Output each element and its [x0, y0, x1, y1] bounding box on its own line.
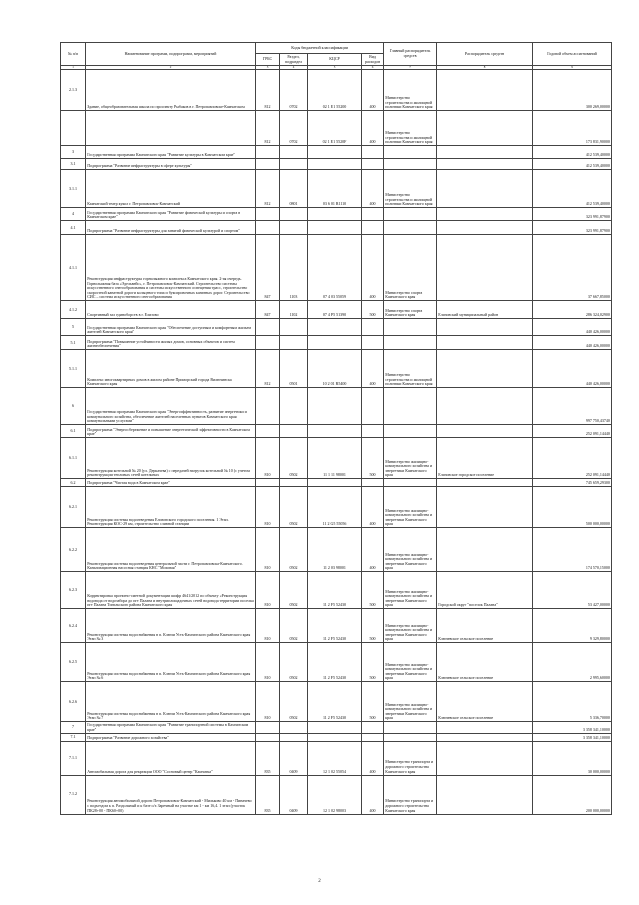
cell-grbs	[256, 208, 280, 221]
cell-name: Подпрограмма "Чистая вода в Камчатском крае"	[86, 479, 256, 487]
table-row	[61, 221, 612, 235]
table-row	[61, 159, 612, 170]
cell-admin: Городской округ "поселок Палана"	[437, 572, 533, 609]
cell-admin	[437, 319, 533, 336]
cell-main	[384, 221, 437, 235]
cell-name: Корректировка проектно-сметной документации шифр 4641/2012 по объекту «Реконструкция водовода от водозабора до пгт Палана и внутриплощадочных сетей водовода территории поселка пгт Палана Тигильского района Камчатского края	[86, 572, 256, 609]
cell-vr: 500	[362, 438, 384, 479]
cell-vr: 500	[362, 301, 384, 319]
cell-num: 6.2.1	[61, 487, 86, 528]
table-row	[61, 235, 612, 301]
cell-csr: 11 2 F5 52430	[308, 643, 362, 682]
cell-name: Реконструкция системы водоснабжения в п. Ключи Усть-Камчатского района Камчатского края Этап № 6	[86, 643, 256, 682]
table-row	[61, 487, 612, 528]
cell-total: 440 426,00000	[533, 350, 612, 388]
cell-total: 200 000,00000	[533, 775, 612, 814]
cell-num: 4	[61, 208, 86, 221]
cell-grbs: 847	[256, 301, 280, 319]
cell-section	[280, 319, 308, 336]
cell-grbs: 810	[256, 609, 280, 643]
header-grbs: ГРБС	[256, 54, 280, 66]
cell-section: 0502	[280, 682, 308, 722]
table-row	[61, 722, 612, 733]
cell-admin	[437, 170, 533, 208]
cell-section	[280, 722, 308, 733]
cell-main: Министерство строительства и жилищной политики Камчатского края	[384, 111, 437, 146]
cell-num	[61, 111, 86, 146]
cell-csr: 11 2 03 98001	[308, 528, 362, 572]
cell-num: 2.1.3	[61, 70, 86, 111]
cell-total: 323 991,87900	[533, 208, 612, 221]
table-body	[61, 70, 612, 814]
cell-section: 0409	[280, 775, 308, 814]
cell-name: Реконструкция системы водоотведения центральной части г. Петропавловска-Камчатского. Канализационная насосная станция КНС "Моховая"	[86, 528, 256, 572]
cell-name: Здание, общеобразовательная школа по проспекту Рыбаков в г. Петропавловске-Камчатском	[86, 70, 256, 111]
cell-main: Министерство транспорта и дорожного строительства Камчатского края	[384, 775, 437, 814]
table-row	[61, 775, 612, 814]
cell-main	[384, 336, 437, 350]
cell-total: 412 539,40000	[533, 146, 612, 159]
cell-total: 997 750,43740	[533, 388, 612, 425]
table-row	[61, 111, 612, 146]
table-row	[61, 146, 612, 159]
cell-admin	[437, 733, 533, 741]
cell-main	[384, 146, 437, 159]
cell-total: 173 831,90000	[533, 111, 612, 146]
cell-csr	[308, 208, 362, 221]
cell-name: Государственная программа Камчатского края "Развитие физической культуры и спорта в Камчатском крае"	[86, 208, 256, 221]
cell-vr	[362, 733, 384, 741]
cell-total: 37 667,85000	[533, 235, 612, 301]
cell-section: 0409	[280, 741, 308, 775]
header-name: Наименование программ, подпрограмм, мероприятий	[86, 43, 256, 66]
cell-section: 1103	[280, 235, 308, 301]
cell-main: Министерство строительства и жилищной политики Камчатского края	[384, 70, 437, 111]
cell-main: Министерство жилищно-коммунального хозяйства и энергетики Камчатского края	[384, 609, 437, 643]
cell-section	[280, 208, 308, 221]
cell-total: 3 358 341,10000	[533, 722, 612, 733]
index-cell: 2	[86, 66, 256, 70]
cell-csr: 11 2 G5 55056	[308, 487, 362, 528]
index-cell: 3	[256, 66, 280, 70]
cell-admin: Ключевское сельское поселение	[437, 682, 533, 722]
header-main-admin: Главный распорядитель средств	[384, 43, 437, 66]
cell-grbs: 812	[256, 70, 280, 111]
cell-vr: 500	[362, 572, 384, 609]
cell-vr: 500	[362, 643, 384, 682]
cell-name: Государственная программа Камчатского края "Энергоэффективность, развитие энергетики и коммунального хозяйства, обеспечение жителей населенных пунктов Камчатского края коммунальными услугами"	[86, 388, 256, 425]
cell-main	[384, 425, 437, 438]
cell-admin	[437, 159, 533, 170]
cell-grbs: 835	[256, 741, 280, 775]
cell-admin	[437, 479, 533, 487]
cell-csr: 12 1 02 55054	[308, 741, 362, 775]
cell-vr: 400	[362, 775, 384, 814]
cell-section: 0502	[280, 572, 308, 609]
cell-admin: Елизовское городское поселение	[437, 438, 533, 479]
cell-name: Подпрограмма "Развитие дорожного хозяйства"	[86, 733, 256, 741]
header-vr: Вид расходов	[362, 54, 384, 66]
cell-vr: 400	[362, 170, 384, 208]
index-cell: 7	[384, 66, 437, 70]
cell-main	[384, 388, 437, 425]
cell-main	[384, 733, 437, 741]
cell-admin	[437, 487, 533, 528]
cell-total: 440 426,00000	[533, 319, 612, 336]
cell-total: 412 539,40000	[533, 170, 612, 208]
cell-vr	[362, 479, 384, 487]
cell-num: 4.1.1	[61, 235, 86, 301]
cell-csr: 07 4 Р5 51390	[308, 301, 362, 319]
cell-section: 1102	[280, 301, 308, 319]
cell-num: 7.1.1	[61, 741, 86, 775]
cell-num: 6.1	[61, 425, 86, 438]
cell-main: Министерство жилищно-коммунального хозяйства и энергетики Камчатского края	[384, 528, 437, 572]
table-row	[61, 208, 612, 221]
cell-vr: 400	[362, 487, 384, 528]
cell-main: Министерство строительства и жилищной политики Камчатского края	[384, 350, 437, 388]
cell-num: 6.2.5	[61, 643, 86, 682]
cell-main: Министерство жилищно-коммунального хозяйства и энергетики Камчатского края	[384, 438, 437, 479]
cell-grbs: 810	[256, 528, 280, 572]
cell-csr: 12 1 02 98003	[308, 775, 362, 814]
cell-section	[280, 425, 308, 438]
cell-vr	[362, 425, 384, 438]
cell-admin	[437, 221, 533, 235]
index-cell: 5	[308, 66, 362, 70]
cell-total: 30 000,00000	[533, 741, 612, 775]
cell-csr: 11 1 11 98001	[308, 438, 362, 479]
cell-vr: 500	[362, 682, 384, 722]
cell-name: Реконструкция системы водоснабжения в п. Ключи Усть-Камчатского района Камчатского края Этап № 7	[86, 682, 256, 722]
cell-main: Министерство строительства и жилищной политики Камчатского края	[384, 170, 437, 208]
cell-section	[280, 146, 308, 159]
cell-main	[384, 319, 437, 336]
cell-vr	[362, 146, 384, 159]
cell-admin	[437, 528, 533, 572]
cell-csr	[308, 388, 362, 425]
cell-csr: 02 1 Е1 55200	[308, 70, 362, 111]
cell-name: Автомобильная дорога для рекреации ООО "Сосновый центр "Камчатка"	[86, 741, 256, 775]
cell-admin	[437, 741, 533, 775]
table-row	[61, 70, 612, 111]
cell-vr	[362, 319, 384, 336]
cell-section: 0501	[280, 350, 308, 388]
cell-admin	[437, 425, 533, 438]
cell-name: Государственная программа Камчатского края "Развитие культуры в Камчатском крае"	[86, 146, 256, 159]
cell-grbs: 812	[256, 350, 280, 388]
cell-num: 6.2	[61, 479, 86, 487]
cell-total: 745 659,29300	[533, 479, 612, 487]
cell-num: 6	[61, 388, 86, 425]
cell-section	[280, 221, 308, 235]
cell-csr	[308, 722, 362, 733]
cell-name: Спортивный зал единоборств в г. Елизово	[86, 301, 256, 319]
cell-total: 3 358 341,10000	[533, 733, 612, 741]
header-section: Раздел, подраздел	[280, 54, 308, 66]
cell-main: Министерство спорта Камчатского края	[384, 235, 437, 301]
cell-main: Министерство жилищно-коммунального хозяйства и энергетики Камчатского края	[384, 643, 437, 682]
cell-section	[280, 159, 308, 170]
cell-num: 5	[61, 319, 86, 336]
cell-vr: 400	[362, 350, 384, 388]
cell-num: 6.2.2	[61, 528, 86, 572]
cell-main: Министерство жилищно-коммунального хозяйства и энергетики Камчатского края	[384, 682, 437, 722]
cell-grbs	[256, 722, 280, 733]
table-row	[61, 170, 612, 208]
cell-vr: 400	[362, 741, 384, 775]
table-row	[61, 301, 612, 319]
cell-csr	[308, 479, 362, 487]
table-row	[61, 609, 612, 643]
cell-num: 3	[61, 146, 86, 159]
cell-total: 252 091,14440	[533, 425, 612, 438]
cell-num: 4.1	[61, 221, 86, 235]
cell-section: 0801	[280, 170, 308, 208]
cell-name: Реконструкция системы водоснабжения в п. Ключи Усть-Камчатского района Камчатского края Этап № 3	[86, 609, 256, 643]
cell-section: 0502	[280, 487, 308, 528]
cell-grbs	[256, 146, 280, 159]
cell-grbs	[256, 336, 280, 350]
cell-admin	[437, 336, 533, 350]
index-cell: 9	[533, 66, 612, 70]
cell-total: 412 539,40000	[533, 159, 612, 170]
table-row	[61, 733, 612, 741]
table-row	[61, 643, 612, 682]
cell-section: 0502	[280, 438, 308, 479]
index-cell: 8	[437, 66, 533, 70]
table-row	[61, 350, 612, 388]
cell-vr	[362, 722, 384, 733]
cell-total: 300 269,00000	[533, 70, 612, 111]
cell-total: 5 336,70000	[533, 682, 612, 722]
cell-total: 500 000,00000	[533, 487, 612, 528]
header-admin: Распорядитель средств	[437, 43, 533, 66]
cell-admin	[437, 146, 533, 159]
cell-vr: 400	[362, 70, 384, 111]
cell-num: 6.2.3	[61, 572, 86, 609]
cell-csr	[308, 319, 362, 336]
cell-csr	[308, 425, 362, 438]
cell-name: Камчатский театр кукол г. Петропавловск-Камчатский	[86, 170, 256, 208]
cell-csr: 03 6 01 R1110	[308, 170, 362, 208]
cell-csr: 11 2 F5 52430	[308, 609, 362, 643]
cell-csr: 10 2 01 R5400	[308, 350, 362, 388]
table-row	[61, 528, 612, 572]
cell-grbs	[256, 159, 280, 170]
cell-main	[384, 479, 437, 487]
cell-vr: 400	[362, 235, 384, 301]
cell-name: Подпрограмма "Развитие инфраструктуры в сфере культуры"	[86, 159, 256, 170]
cell-total: 174 570,15000	[533, 528, 612, 572]
cell-vr	[362, 208, 384, 221]
cell-num: 7	[61, 722, 86, 733]
cell-csr	[308, 336, 362, 350]
cell-name: Подпрограмма "Энергосбережение и повышение энергетической эффективности в Камчатском крае"	[86, 425, 256, 438]
cell-csr	[308, 146, 362, 159]
cell-section: 0502	[280, 643, 308, 682]
cell-main: Министерство жилищно-коммунального хозяйства и энергетики Камчатского края	[384, 487, 437, 528]
cell-total: 252 091,14440	[533, 438, 612, 479]
cell-csr: 11 2 F5 52430	[308, 572, 362, 609]
cell-num: 6.2.4	[61, 609, 86, 643]
table-row	[61, 388, 612, 425]
cell-main: Министерство жилищно-коммунального хозяйства и энергетики Камчатского края	[384, 572, 437, 609]
cell-admin	[437, 235, 533, 301]
cell-main	[384, 159, 437, 170]
cell-name	[86, 111, 256, 146]
cell-csr: 02 1 Е1 5520F	[308, 111, 362, 146]
cell-grbs	[256, 479, 280, 487]
cell-csr	[308, 159, 362, 170]
table-row	[61, 572, 612, 609]
cell-total: 9 329,80000	[533, 609, 612, 643]
cell-num: 6.2.6	[61, 682, 86, 722]
table-row	[61, 425, 612, 438]
cell-name: Государственная программа Камчатского края "Обеспечение доступным и комфортным жильем жителей Камчатского края"	[86, 319, 256, 336]
cell-vr: 400	[362, 111, 384, 146]
cell-section: 0502	[280, 528, 308, 572]
cell-name: Подпрограмма "Повышение устойчивости жилых домов, основных объектов и систем жизнеобеспечения"	[86, 336, 256, 350]
cell-main	[384, 208, 437, 221]
index-cell: 6	[362, 66, 384, 70]
cell-grbs: 812	[256, 111, 280, 146]
cell-admin	[437, 70, 533, 111]
cell-name: Комплекс многоквартирных домов в жилом районе Приморский города Вилючинска Камчатского края	[86, 350, 256, 388]
cell-admin	[437, 350, 533, 388]
budget-table	[60, 42, 612, 815]
header-csr: КЦСР	[308, 54, 362, 66]
cell-admin	[437, 208, 533, 221]
cell-admin	[437, 111, 533, 146]
header-total: Годовой объем ассигнований	[533, 43, 612, 66]
cell-section	[280, 733, 308, 741]
cell-admin: Елизовский муниципальный район	[437, 301, 533, 319]
table-row	[61, 336, 612, 350]
cell-num: 7.1.2	[61, 775, 86, 814]
cell-grbs	[256, 388, 280, 425]
cell-admin	[437, 388, 533, 425]
table-row	[61, 682, 612, 722]
cell-main: Министерство транспорта и дорожного строительства Камчатского края	[384, 741, 437, 775]
cell-num: 5.1.1	[61, 350, 86, 388]
cell-csr: 11 2 F5 52430	[308, 682, 362, 722]
cell-name: Реконструкция автомобильной дороги Петропавловск-Камчатский - Мильково 40 км - Пиначево с подъездом к п. Раздольный и к базе о/х Заречный на участке км 1 - км 16,4. 1 этап (участок ПК28+00 - ПК60+00)	[86, 775, 256, 814]
cell-grbs: 810	[256, 643, 280, 682]
cell-section: 0702	[280, 70, 308, 111]
cell-num: 6.1.1	[61, 438, 86, 479]
cell-grbs: 810	[256, 438, 280, 479]
cell-num: 3.1.1	[61, 170, 86, 208]
cell-admin	[437, 722, 533, 733]
cell-num: 7.1	[61, 733, 86, 741]
table-row	[61, 479, 612, 487]
cell-vr: 500	[362, 609, 384, 643]
cell-main: Министерство спорта Камчатского края	[384, 301, 437, 319]
cell-admin: Ключевское сельское поселение	[437, 609, 533, 643]
cell-grbs	[256, 425, 280, 438]
cell-name: Подпрограмма "Развитие инфраструктуры для занятий физической культурой и спортом"	[86, 221, 256, 235]
cell-total: 323 991,87900	[533, 221, 612, 235]
page-number: 2	[318, 879, 321, 884]
cell-num: 3.1	[61, 159, 86, 170]
cell-section	[280, 388, 308, 425]
cell-vr	[362, 221, 384, 235]
cell-grbs: 847	[256, 235, 280, 301]
cell-grbs: 810	[256, 682, 280, 722]
cell-section	[280, 479, 308, 487]
cell-section: 0502	[280, 609, 308, 643]
cell-grbs	[256, 733, 280, 741]
table-row	[61, 438, 612, 479]
cell-grbs: 812	[256, 170, 280, 208]
cell-num: 5.1	[61, 336, 86, 350]
header-codes-group: Коды бюджетной классификации	[256, 43, 384, 54]
cell-section	[280, 336, 308, 350]
index-cell: 1	[61, 66, 86, 70]
table-row	[61, 741, 612, 775]
cell-vr	[362, 388, 384, 425]
cell-total: 2 995,60000	[533, 643, 612, 682]
cell-grbs: 810	[256, 572, 280, 609]
header-num: № п/п	[61, 43, 86, 66]
cell-csr	[308, 733, 362, 741]
cell-total: 286 324,02900	[533, 301, 612, 319]
cell-vr: 400	[362, 528, 384, 572]
cell-total: 440 426,00000	[533, 336, 612, 350]
cell-name: Реконструкция инфраструктуры горнолыжного комплекса Камчатского края. 2-ая очередь. Горнолыжная база «Эдельвейс», г. Петропавловск-Камчатский. Строительство системы искусственного снегообразования и системы искусственного освещения трасс, строительство скоростной канатной дороги кольцевого типа и буксировочных канатных дорог. Строительство СИС – система искусственного снегообразования	[86, 235, 256, 301]
cell-name: Реконструкция котельной № 20 (ул. Деркачева) с передачей нагрузок котельной № 10 (с учетом реконструкции тепловых сетей котельных	[86, 438, 256, 479]
cell-main	[384, 722, 437, 733]
cell-num: 4.1.2	[61, 301, 86, 319]
table-row	[61, 319, 612, 336]
index-cell: 4	[280, 66, 308, 70]
cell-csr	[308, 221, 362, 235]
cell-grbs: 810	[256, 487, 280, 528]
cell-vr	[362, 336, 384, 350]
cell-admin: Ключевское сельское поселение	[437, 643, 533, 682]
cell-section: 0702	[280, 111, 308, 146]
cell-csr: 07 4 03 55059	[308, 235, 362, 301]
cell-grbs: 835	[256, 775, 280, 814]
cell-name: Государственная программа Камчатского края "Развитие транспортной системы в Камчатском крае"	[86, 722, 256, 733]
cell-name: Реконструкция системы водоотведения Елизовского городского поселения. 1 Этап. Реконструкция КОС-29 км, строительство сливной станции	[86, 487, 256, 528]
cell-vr	[362, 159, 384, 170]
cell-total: 53 427,00000	[533, 572, 612, 609]
cell-grbs	[256, 221, 280, 235]
cell-grbs	[256, 319, 280, 336]
cell-admin	[437, 775, 533, 814]
